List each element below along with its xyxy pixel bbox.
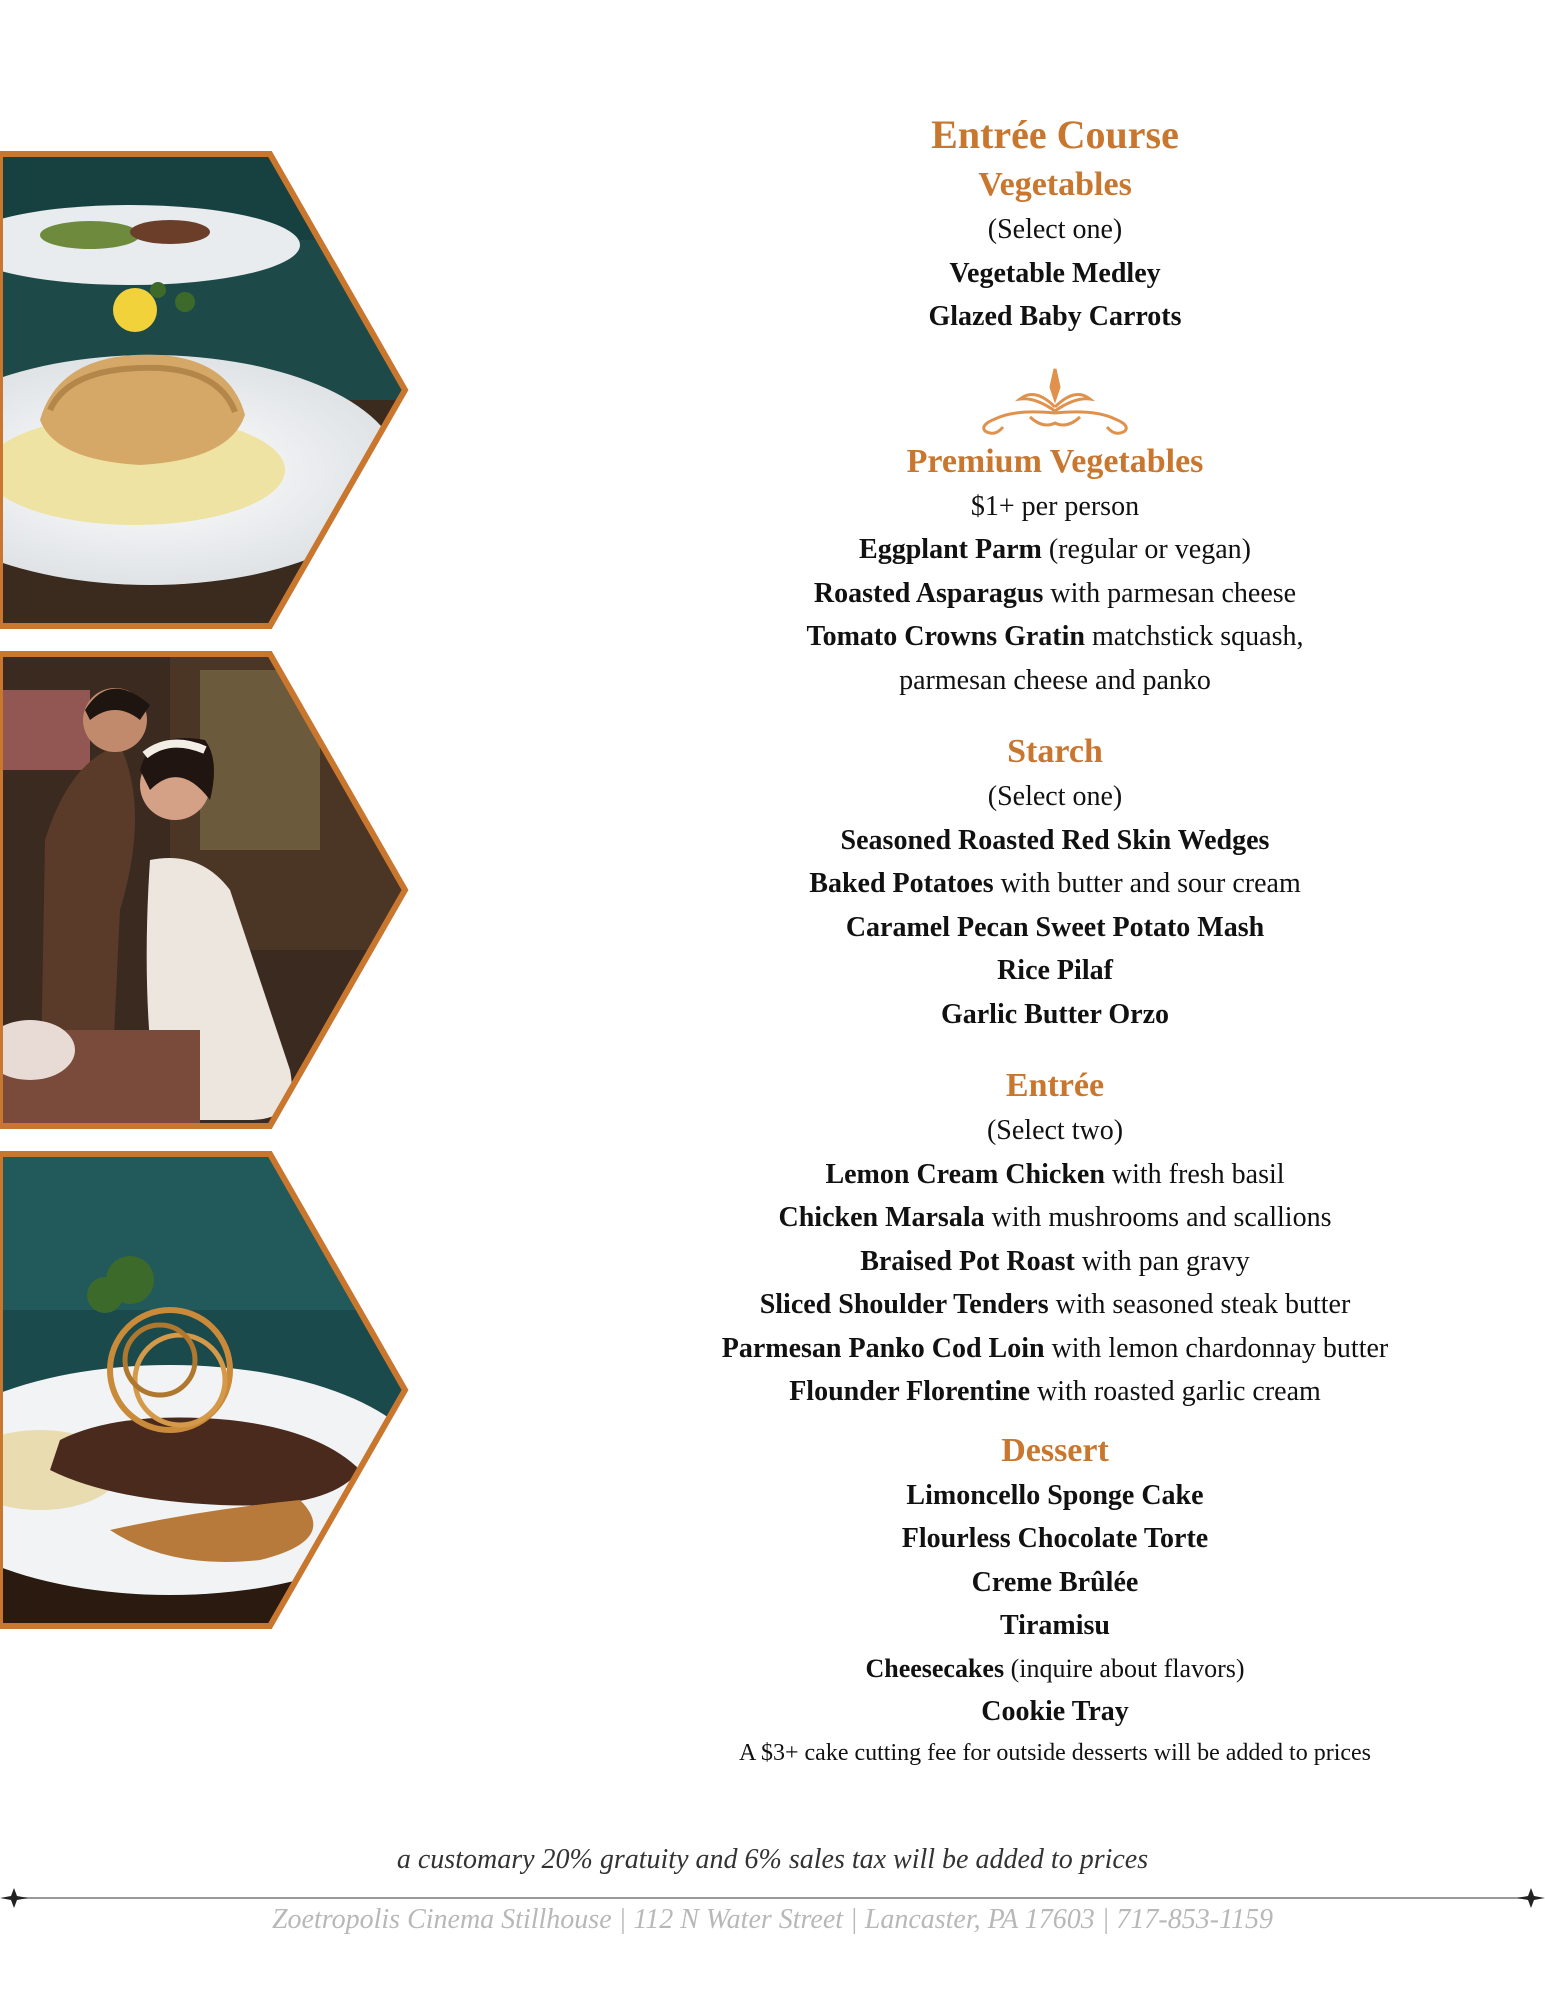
entree-note: (Select two) — [986, 1115, 1124, 1146]
menu-item: Flounder Florentine with roasted garlic cream — [789, 1376, 1321, 1407]
premium-vegetables-section — [555, 439, 1545, 703]
photo-steak — [0, 1150, 420, 1635]
starch-title: Starch — [1007, 733, 1103, 770]
vegetables-item: Glazed Baby Carrots — [928, 301, 1182, 332]
vegetables-title: Vegetables — [978, 166, 1132, 203]
menu-item: Lemon Cream Chicken with fresh basil — [825, 1158, 1285, 1190]
menu-item: Chicken Marsala with mushrooms and scallions — [778, 1202, 1332, 1233]
starch-note: (Select one) — [987, 781, 1123, 812]
cake-cutting-fee-note: A $3+ cake cutting fee for outside desserts will be added to prices — [738, 1740, 1371, 1766]
vegetables-section — [555, 162, 1545, 339]
dessert-title: Dessert — [1001, 1431, 1109, 1469]
menu-item: Eggplant Parm (regular or vegan) — [859, 534, 1251, 565]
premium-vegetables-title: Premium Vegetables — [906, 442, 1204, 480]
menu-item: Flourless Chocolate Torte — [901, 1523, 1209, 1554]
premium-price-note: $1+ per person — [970, 490, 1140, 522]
starch-section — [555, 729, 1545, 1036]
menu-item: Parmesan Panko Cod Loin with lemon chardonnay butter — [721, 1332, 1389, 1364]
flourish-ornament-icon — [975, 367, 1135, 437]
menu-item: Seasoned Roasted Red Skin Wedges — [840, 824, 1270, 856]
plated-fish-photo — [0, 150, 420, 635]
gratuity-note: a customary 20% gratuity and 6% sales tax will be added to prices — [396, 1844, 1149, 1875]
menu-item: Garlic Butter Orzo — [940, 998, 1170, 1030]
menu-item: Rice Pilaf — [997, 955, 1113, 986]
photo-fish — [0, 150, 420, 635]
vegetables-item: Vegetable Medley — [949, 257, 1161, 289]
menu-item: Creme Brûlée — [971, 1566, 1139, 1598]
menu-column — [555, 108, 1545, 1773]
menu-item-continued: parmesan cheese and panko — [899, 664, 1211, 696]
entree-title: Entrée — [1005, 1067, 1105, 1104]
menu-item: Baked Potatoes with butter and sour cream — [809, 868, 1301, 899]
menu-item: Braised Pot Roast with pan gravy — [860, 1245, 1250, 1277]
dessert-section — [555, 1428, 1545, 1774]
couple-at-bar-photo — [0, 650, 420, 1135]
menu-item: Tomato Crowns Gratin matchstick squash, — [806, 621, 1304, 652]
menu-item: Limoncello Sponge Cake — [906, 1479, 1204, 1511]
steak-with-onion-straws-photo — [0, 1150, 420, 1635]
course-title: Entrée Course — [931, 112, 1179, 157]
menu-item: Tiramisu — [1000, 1610, 1110, 1641]
venue-address: Zoetropolis Cinema Stillhouse | 112 N Water Street | Lancaster, PA 17603 | 717-853-1159 — [271, 1904, 1273, 1935]
menu-item: Sliced Shoulder Tenders with seasoned steak butter — [759, 1289, 1351, 1320]
menu-item: Roasted Asparagus with parmesan cheese — [813, 577, 1297, 609]
photo-couple — [0, 650, 420, 1135]
menu-item: Cheesecakes (inquire about flavors) — [865, 1653, 1245, 1683]
menu-item: Caramel Pecan Sweet Potato Mash — [845, 911, 1265, 943]
vegetables-note: (Select one) — [987, 214, 1123, 245]
entree-section — [555, 1063, 1545, 1414]
menu-item: Cookie Tray — [981, 1695, 1129, 1727]
